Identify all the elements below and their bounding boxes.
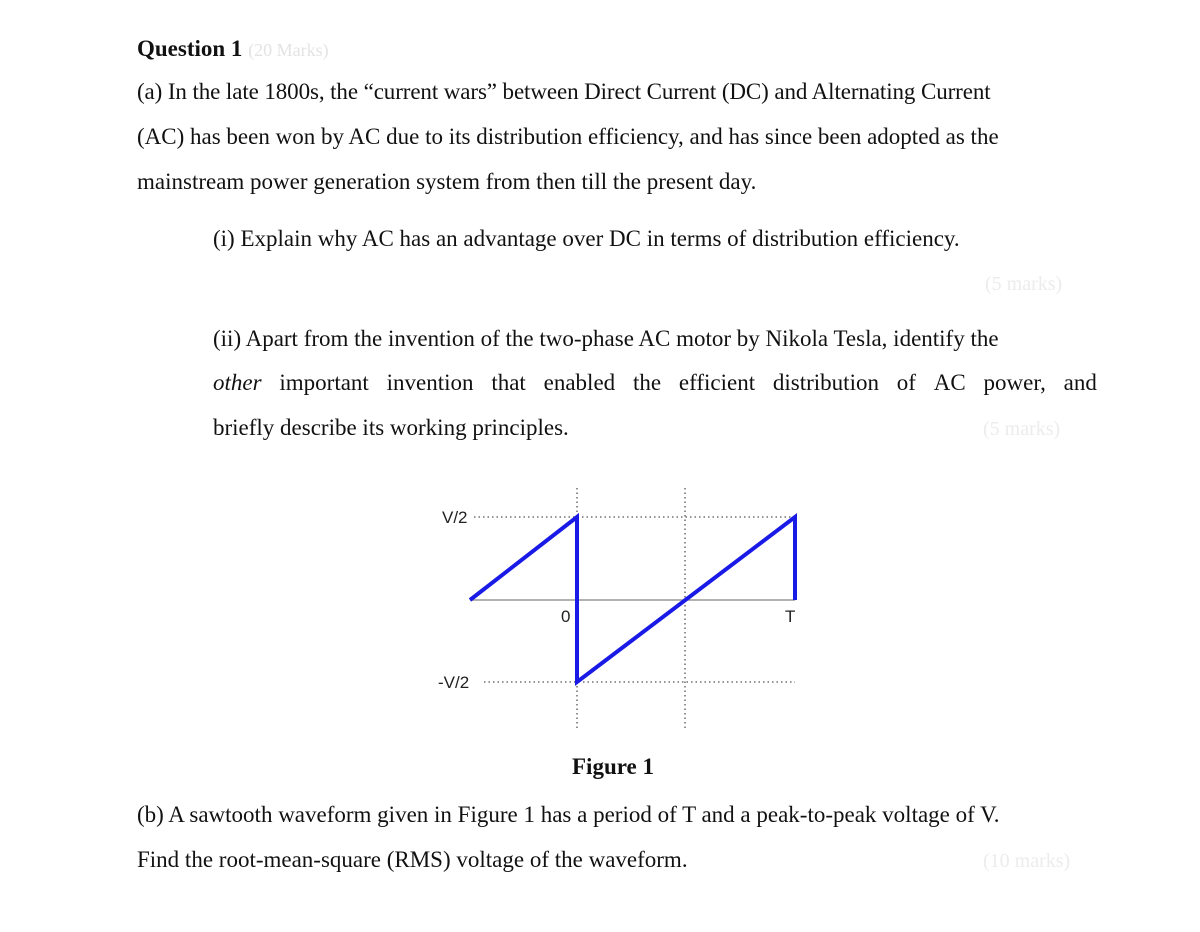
word: of <box>896 370 916 395</box>
label-neg-v-half: -V/2 <box>438 673 470 692</box>
part-a-sub-ii-marks: (5 marks) <box>983 418 1061 440</box>
part-a-line-3: mainstream power generation system from then till the present day. <box>137 169 757 194</box>
label-v-half: V/2 <box>442 508 468 527</box>
question-marks-faint: (20 Marks) <box>248 40 329 60</box>
word: distribution <box>772 370 879 395</box>
part-a-sub-ii-line-3: briefly describe its working principles. <box>213 415 569 440</box>
part-a-sub-ii-line-1: (ii) Apart from the invention of the two-phase AC motor by Nikola Tesla, identify the <box>213 326 999 351</box>
word: enabled <box>543 370 616 395</box>
word: efficient <box>678 370 756 395</box>
word: and <box>1063 370 1097 395</box>
part-a-sub-ii-line-2 <box>213 369 1097 397</box>
label-origin: 0 <box>561 607 571 626</box>
italic-word: other <box>213 370 262 395</box>
part-a-sub-i: (i) Explain why AC has an advantage over DC in terms of distribution efficiency. <box>213 226 960 251</box>
part-b-marks: (10 marks) <box>983 850 1071 872</box>
word: that <box>491 370 526 395</box>
question-title <box>137 35 329 64</box>
label-period: T <box>785 607 796 626</box>
word: important <box>279 370 369 395</box>
part-a-line-2: (AC) has been won by AC due to its distribution efficiency, and has since been adopted as the <box>137 124 999 149</box>
word: power, <box>983 370 1046 395</box>
question-title-text: Question 1 <box>137 36 243 61</box>
word: invention <box>386 370 474 395</box>
word: AC <box>933 370 966 395</box>
part-a-sub-i-marks: (5 marks) <box>985 273 1063 295</box>
figure-caption: Figure 1 <box>572 754 654 779</box>
part-b-line-1: (b) A sawtooth waveform given in Figure 1 has a period of T and a peak-to-peak voltage of V. <box>137 802 1000 827</box>
word: the <box>632 370 662 395</box>
part-a-line-1: (a) In the late 1800s, the “current wars” between Direct Current (DC) and Alternating Current <box>137 79 991 104</box>
part-b-line-2: Find the root-mean-square (RMS) voltage of the waveform. <box>137 847 688 872</box>
sawtooth-waveform <box>470 517 795 682</box>
